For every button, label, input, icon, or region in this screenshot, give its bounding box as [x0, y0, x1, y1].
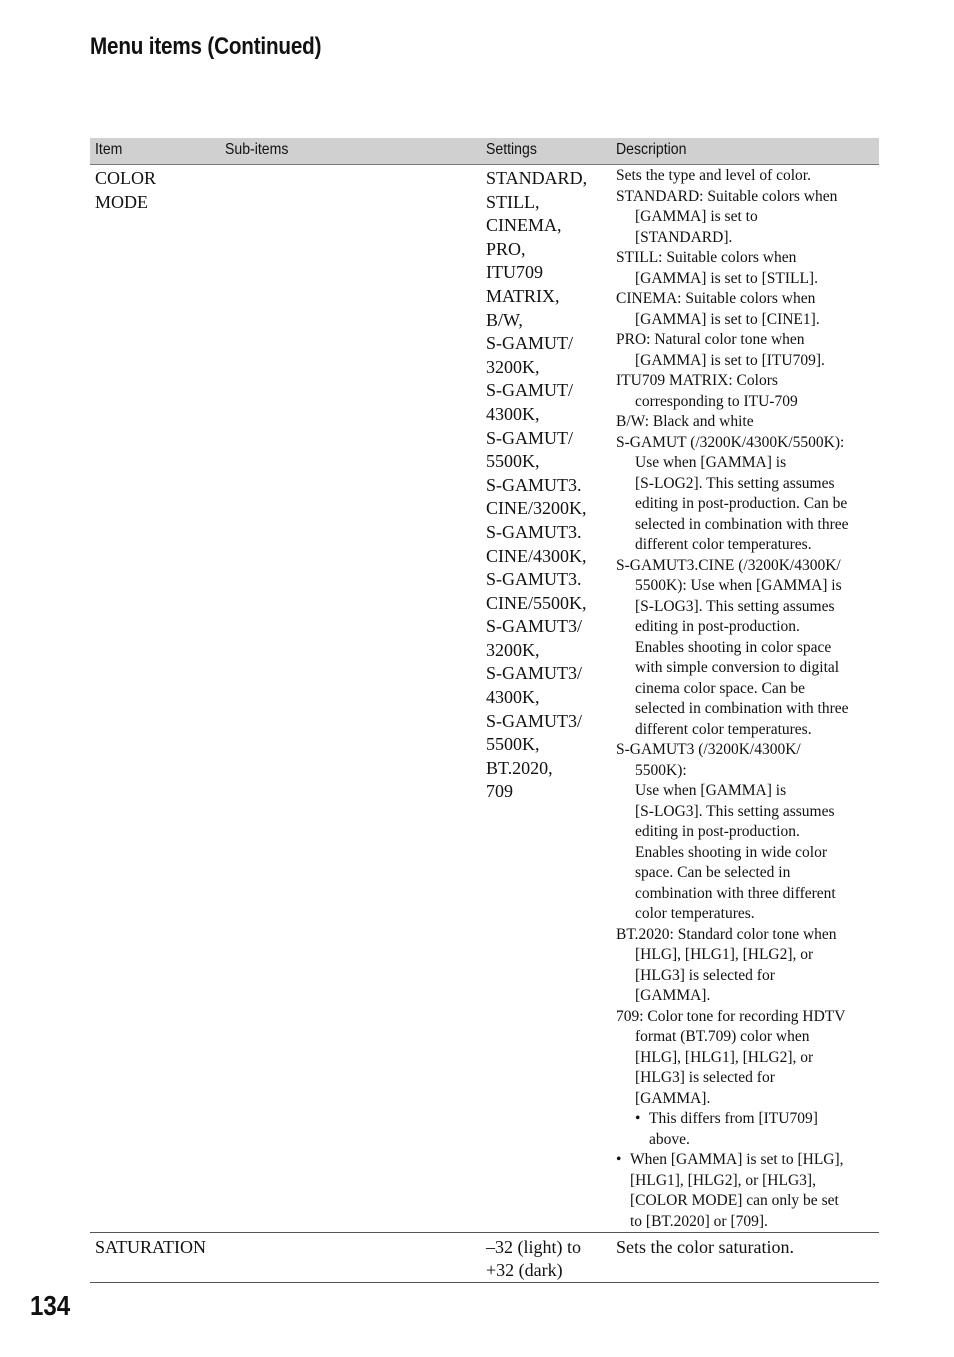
setting-value: S-GAMUT3.: [486, 474, 582, 495]
page-number: 134: [30, 1290, 71, 1321]
item-cell: [90, 1233, 220, 1282]
setting-value: CINE/5500K,: [486, 592, 587, 613]
description-cell: [611, 165, 879, 1232]
entry-line: [HLG3] is selected for: [635, 1069, 775, 1086]
setting-value: 4300K,: [486, 403, 540, 424]
entry-heading: S-GAMUT3.CINE (/3200K/4300K/: [616, 556, 841, 574]
setting-value: 5500K,: [486, 734, 540, 755]
setting-value: PRO,: [486, 238, 526, 259]
entry-line: [S-LOG3]. This setting assumes: [635, 802, 835, 820]
entry-heading: STILL: Suitable colors when: [616, 249, 797, 266]
description-entry: [616, 248, 877, 289]
settings-cell: [481, 165, 611, 1232]
entry-line: with simple conversion to digital: [635, 659, 840, 676]
entry-line: 5500K):: [635, 761, 687, 779]
note-line: [COLOR MODE] can only be set: [630, 1192, 839, 1209]
item-name-line: COLOR: [95, 168, 157, 188]
entry-line: [GAMMA] is set to [CINE1].: [635, 310, 820, 328]
entry-line: cinema color space. Can be: [635, 679, 805, 697]
entry-line: Use when [GAMMA] is: [635, 454, 787, 471]
entry-line: corresponding to ITU-709: [635, 392, 798, 410]
setting-value: 3200K,: [486, 639, 540, 660]
sub-items-cell: [220, 165, 481, 1232]
entry-line: [GAMMA].: [635, 987, 711, 1004]
entry-line: [HLG], [HLG1], [HLG2], or: [635, 946, 814, 963]
item-name-line: SATURATION: [95, 1237, 207, 1257]
entry-heading: STANDARD: Suitable colors when: [616, 187, 838, 205]
note-line: [HLG1], [HLG2], or [HLG3],: [630, 1171, 816, 1189]
entry-line: space. Can be selected in: [635, 864, 791, 881]
sub-items-cell: [220, 1233, 481, 1282]
column-header-item: Item: [95, 141, 123, 158]
page-title: Menu items (Continued): [90, 33, 322, 60]
description-cell: [611, 1233, 879, 1282]
setting-value: S-GAMUT3.: [486, 521, 582, 542]
column-header-settings: Settings: [486, 141, 537, 158]
setting-value: 4300K,: [486, 687, 540, 708]
entry-line: editing in post-production. Can be: [635, 495, 848, 512]
entry-heading: CINEMA: Suitable colors when: [616, 290, 816, 307]
entry-line: [S-LOG2]. This setting assumes: [635, 474, 835, 492]
entry-heading: B/W: Black and white: [616, 413, 754, 430]
inner-note-line: above.: [649, 1130, 690, 1148]
setting-value: ITU709: [486, 262, 543, 283]
description-lead: Sets the color saturation.: [616, 1237, 794, 1257]
table-row-color-mode: [90, 165, 879, 1233]
entry-line: [HLG3] is selected for: [635, 966, 775, 984]
setting-value: CINE/3200K,: [486, 498, 587, 519]
entry-line: format (BT.709) color when: [635, 1028, 810, 1045]
setting-value: MATRIX,: [486, 285, 560, 306]
setting-value: STILL,: [486, 191, 540, 212]
entry-line: color temperatures.: [635, 905, 755, 922]
note: [616, 1150, 877, 1232]
setting-value: S-GAMUT3/: [486, 663, 583, 684]
entry-line: editing in post-production.: [635, 823, 800, 840]
inner-note-text: [649, 1109, 818, 1150]
entry-line: selected in combination with three: [635, 700, 849, 717]
setting-value: BT.2020,: [486, 757, 553, 778]
entry-line: Enables shooting in color space: [635, 638, 832, 656]
entry-heading: S-GAMUT3 (/3200K/4300K/: [616, 741, 801, 758]
setting-value: –32 (light) to: [486, 1237, 581, 1257]
note-line: When [GAMMA] is set to [HLG],: [630, 1151, 844, 1168]
entry-heading: ITU709 MATRIX: Colors: [616, 372, 778, 389]
description-entries: [616, 187, 877, 1110]
description-entry: [616, 289, 877, 330]
description-entry: [616, 187, 877, 249]
inner-note: [616, 1109, 877, 1150]
description-entry: [616, 740, 877, 925]
bullet-icon: •: [635, 1110, 641, 1127]
settings-cell: [481, 1233, 611, 1282]
entry-line: [GAMMA] is set to: [635, 208, 758, 225]
table-row-saturation: [90, 1233, 879, 1283]
table-header: [90, 138, 879, 165]
item-name-line: MODE: [95, 191, 148, 212]
entry-line: Enables shooting in wide color: [635, 843, 827, 861]
entry-line: 5500K): Use when [GAMMA] is: [635, 577, 842, 594]
entry-line: different color temperatures.: [635, 720, 812, 738]
description-entry: [616, 433, 877, 556]
setting-value: S-GAMUT3/: [486, 616, 583, 637]
entry-line: [GAMMA].: [635, 1089, 711, 1107]
setting-value: S-GAMUT/: [486, 333, 574, 354]
entry-heading: BT.2020: Standard color tone when: [616, 925, 837, 943]
description-entry: [616, 412, 877, 433]
setting-value: S-GAMUT/: [486, 427, 574, 448]
entry-line: editing in post-production.: [635, 618, 800, 635]
entry-heading: S-GAMUT (/3200K/4300K/5500K):: [616, 433, 845, 451]
note-line: to [BT.2020] or [709].: [630, 1212, 768, 1230]
description-entry: [616, 330, 877, 371]
entry-line: [S-LOG3]. This setting assumes: [635, 597, 835, 615]
description-entry: [616, 371, 877, 412]
entry-line: [GAMMA] is set to [ITU709].: [635, 351, 825, 369]
setting-value: S-GAMUT/: [486, 380, 574, 401]
entry-heading: PRO: Natural color tone when: [616, 331, 805, 348]
inner-note-line: This differs from [ITU709]: [649, 1110, 818, 1127]
column-header-description: Description: [616, 141, 687, 158]
item-cell: [90, 165, 220, 1232]
menu-items-table: [90, 138, 879, 1283]
description-lead: Sets the type and level of color.: [616, 167, 811, 184]
entry-line: [HLG], [HLG1], [HLG2], or: [635, 1048, 814, 1066]
setting-value: +32 (dark): [486, 1260, 563, 1280]
setting-value: CINEMA,: [486, 215, 562, 236]
entry-line: different color temperatures.: [635, 536, 812, 553]
note-text: [630, 1150, 844, 1232]
setting-value: 5500K,: [486, 451, 540, 472]
entry-heading: 709: Color tone for recording HDTV: [616, 1007, 846, 1025]
setting-value: 709: [486, 781, 513, 802]
setting-value: STANDARD,: [486, 168, 588, 188]
description-entry: [616, 556, 877, 741]
entry-line: selected in combination with three: [635, 515, 849, 533]
description-entry: [616, 925, 877, 1007]
entry-line: [STANDARD].: [635, 228, 733, 246]
setting-value: 3200K,: [486, 356, 540, 377]
column-header-sub-items: Sub-items: [225, 141, 289, 158]
setting-value: B/W,: [486, 309, 523, 330]
entry-line: combination with three different: [635, 884, 836, 902]
setting-value: CINE/4300K,: [486, 545, 587, 566]
description-entry: [616, 1007, 877, 1110]
setting-value: S-GAMUT3/: [486, 710, 583, 731]
entry-line: Use when [GAMMA] is: [635, 782, 787, 799]
setting-value: S-GAMUT3.: [486, 569, 582, 590]
entry-line: [GAMMA] is set to [STILL].: [635, 269, 818, 287]
bullet-icon: •: [616, 1151, 622, 1168]
